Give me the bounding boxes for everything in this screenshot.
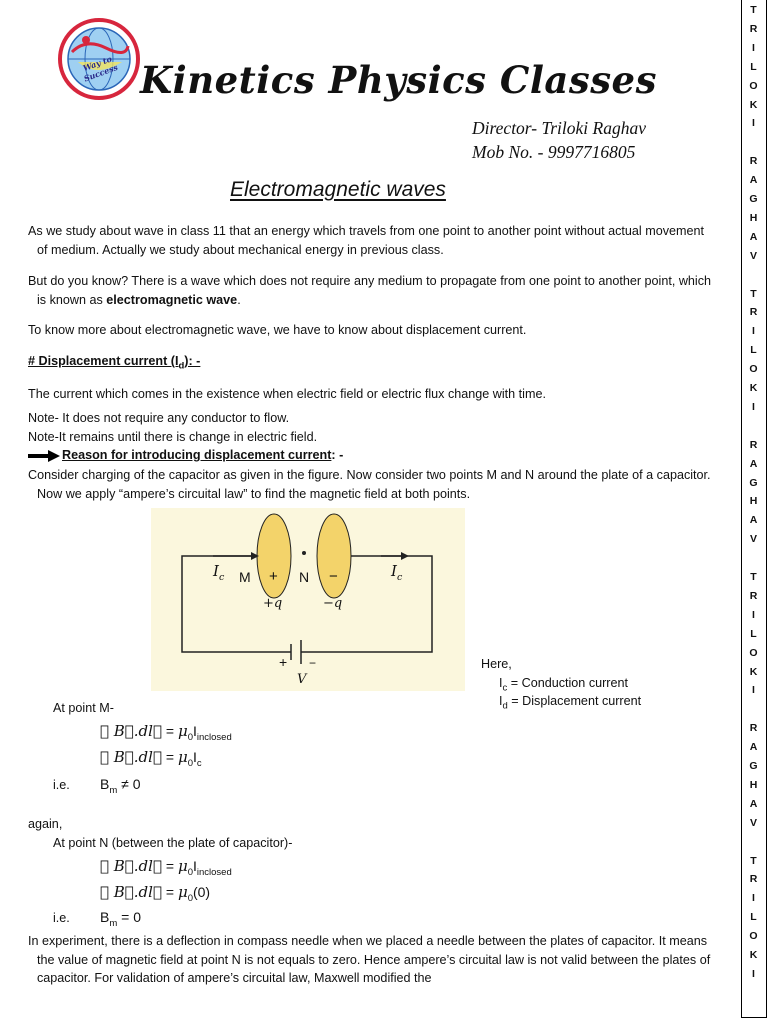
ic-right-sub: c (396, 572, 403, 583)
ic-left-label (213, 562, 224, 583)
point-m-label: At point M- (53, 701, 114, 715)
mu-symbol: μ (177, 857, 188, 875)
sidebar-letter: T (750, 287, 757, 300)
result-sub: m (109, 917, 118, 929)
label-m: M (239, 569, 251, 585)
point-m-result (100, 776, 141, 796)
sidebar-letter: R (749, 722, 758, 735)
name-sidebar (741, 0, 767, 1018)
result-rel: ≠ 0 (117, 776, 141, 792)
sidebar-letter: K (749, 98, 758, 111)
sidebar-letter: A (749, 457, 758, 470)
point-m-ie: i.e. (53, 778, 70, 792)
definition: The current which comes in the existence when electric field or electric flux change with time. (28, 387, 546, 401)
mu-sub: 0 (187, 731, 193, 743)
legend-id-text: = Displacement current (507, 694, 642, 708)
consider-paragraph: Consider charging of the capacitor as given in the figure. Now consider two points M and N around the plate of a capacitor. Now we apply “ampere’s circuital law” to find the magnetic field at both points. (28, 468, 711, 501)
sidebar-letter: O (749, 79, 758, 92)
eq-rhs-sub: c (196, 757, 202, 769)
legend-id-sub: d (502, 700, 508, 712)
sidebar-letter: I (752, 400, 755, 413)
sidebar-letter: V (749, 249, 757, 262)
reason-heading (62, 446, 562, 465)
sidebar-letter: G (749, 193, 758, 205)
conclusion-paragraph: In experiment, there is a deflection in compass needle when we placed a needle between the plates of capacitor. It means the value of magnetic field at point N is not equals to zero. Hence ampere’s circuital law is not valid between the plates of capacitor. For validation of ampere’s circuital law, Maxwell modified the (28, 934, 711, 985)
sidebar-letter: R (749, 438, 758, 451)
sidebar-letter: T (750, 4, 757, 16)
plate-minus: − (329, 568, 338, 585)
eq-lhs: ∮ B⃗.dl⃗ (100, 883, 162, 901)
result-sub: m (109, 784, 118, 796)
sidebar-letter: O (749, 646, 758, 659)
ic-left-sub: c (218, 572, 225, 583)
legend-ic-text: = Conduction current (507, 676, 629, 690)
point-n-ie: i.e. (53, 911, 70, 925)
sidebar-letter: I (752, 608, 755, 621)
sidebar-letter: A (749, 174, 758, 187)
eq-equals: = (161, 723, 178, 739)
point-n-result (100, 909, 141, 929)
eq-equals: = (161, 858, 178, 874)
legend-id (499, 694, 641, 712)
sidebar-letter: K (749, 665, 758, 678)
eq-equals: = (161, 749, 178, 765)
heading-end: ): - (184, 354, 201, 368)
eq-rhs-sub: inclosed (196, 731, 232, 743)
reason-end: : - (331, 448, 344, 462)
mu-symbol: μ (177, 748, 188, 766)
em-wave-text: But do you know? There is a wave which does not require any medium to propagate from one point to another point, which is known as (28, 274, 712, 307)
mu-sub: 0 (187, 757, 193, 769)
sidebar-letter: R (749, 155, 758, 168)
mu-symbol: μ (177, 722, 188, 740)
eq-rhs: (0) (192, 884, 211, 900)
sidebar-letter: L (750, 344, 757, 357)
sidebar-letter: I (752, 117, 755, 130)
sidebar-letter: K (749, 949, 758, 961)
eq-rhs: I (192, 723, 197, 739)
battery-voltage: V (297, 672, 307, 687)
sidebar-letter: V (749, 816, 757, 829)
point-m-equation-1 (100, 722, 232, 743)
eq-rhs: I (192, 858, 197, 874)
sidebar-letter: G (749, 476, 758, 489)
charge-plus-q: +q (263, 596, 283, 611)
sidebar-letter: I (752, 325, 755, 338)
heading-sub: d (178, 360, 185, 372)
plate-plus: + (269, 568, 278, 585)
sidebar-letter: L (750, 60, 757, 73)
eq-lhs: ∮ B⃗.dl⃗ (100, 722, 162, 740)
mu-sub: 0 (187, 892, 193, 904)
sidebar-letter: A (749, 230, 758, 243)
sidebar-letter: O (749, 930, 758, 943)
sidebar-letter: T (750, 854, 757, 867)
sidebar-letter: R (749, 589, 758, 602)
mu-sub: 0 (187, 866, 193, 878)
sidebar-letter: T (750, 571, 757, 583)
sidebar-letter: G (749, 760, 758, 772)
charge-minus-q: −q (323, 596, 343, 611)
ic-left-text: I (213, 562, 219, 580)
eq-lhs: ∮ B⃗.dl⃗ (100, 748, 162, 766)
sidebar-letter: I (752, 967, 755, 980)
sidebar-letter: V (749, 533, 757, 546)
label-n: N (299, 569, 310, 585)
sidebar-letter: I (752, 892, 755, 905)
battery-minus: − (309, 656, 317, 670)
reason-text: Reason for introducing displacement current (62, 448, 332, 462)
legend-id-sym: I (499, 694, 503, 708)
em-wave-end: . (237, 292, 241, 307)
point-n-label: At point N (between the plate of capacitor)- (53, 836, 293, 850)
sidebar-letter: A (749, 797, 758, 810)
sidebar-letter: O (749, 363, 758, 376)
sidebar-letter: L (750, 627, 757, 640)
displacement-intro: To know more about electromagnetic wave, we have to know about displacement current. (28, 323, 527, 337)
director-name: Director- Triloki Raghav (472, 118, 646, 138)
ic-right-label (391, 562, 402, 583)
sidebar-letter: H (749, 495, 758, 508)
battery-plus: + (279, 654, 288, 670)
result-rel: = 0 (117, 909, 142, 925)
sidebar-letter: R (749, 306, 758, 319)
institute-title: Kinetics Physics Classes (140, 58, 657, 102)
point-m-equation-2 (100, 748, 202, 769)
eq-equals: = (161, 884, 178, 900)
intro-paragraph: As we study about wave in class 11 that an energy which travels from one point to another point without actual movement of medium. Actually we study about mechanical energy in previous class. (28, 224, 705, 257)
sidebar-letter: L (750, 911, 757, 924)
ic-right-text: I (391, 562, 397, 580)
sidebar-letter: A (749, 741, 758, 754)
legend-ic-sub: c (502, 682, 508, 694)
legend-here: Here, (481, 657, 512, 671)
note-1: Note- It does not require any conductor to flow. (28, 411, 290, 425)
note-2: Note-It remains until there is change in electric field. (28, 430, 318, 444)
point-n-equation-1 (100, 857, 232, 878)
sidebar-letter: A (749, 514, 758, 527)
legend-ic-sym: I (499, 676, 503, 690)
eq-rhs-sub: inclosed (196, 866, 232, 878)
em-wave-paragraph (28, 272, 717, 309)
sidebar-letter: R (749, 873, 758, 886)
sidebar-letter: K (749, 382, 758, 394)
sidebar-letter: H (749, 778, 758, 791)
heading-text: # Displacement current (I (28, 354, 179, 368)
capacitor-figure (151, 508, 465, 691)
mobile-number: Mob No. - 9997716805 (472, 142, 636, 162)
legend-ic (499, 676, 628, 694)
sidebar-letter: I (752, 684, 755, 697)
sidebar-letter: H (749, 211, 758, 224)
eq-rhs: I (192, 749, 197, 765)
eq-lhs: ∮ B⃗.dl⃗ (100, 857, 162, 875)
em-wave-term: electromagnetic wave (106, 292, 238, 307)
point-n-equation-2 (100, 883, 210, 904)
mu-symbol: μ (177, 883, 188, 901)
result-b: B (100, 909, 110, 925)
result-b: B (100, 776, 110, 792)
topic-title: Electromagnetic waves (230, 178, 446, 201)
displacement-heading (28, 352, 708, 376)
logo-tagline: Way to Success (81, 53, 120, 84)
arrow-icon (28, 449, 60, 467)
again-text: again, (28, 817, 63, 831)
sidebar-letter: I (752, 41, 755, 54)
sidebar-letter: R (749, 22, 758, 35)
